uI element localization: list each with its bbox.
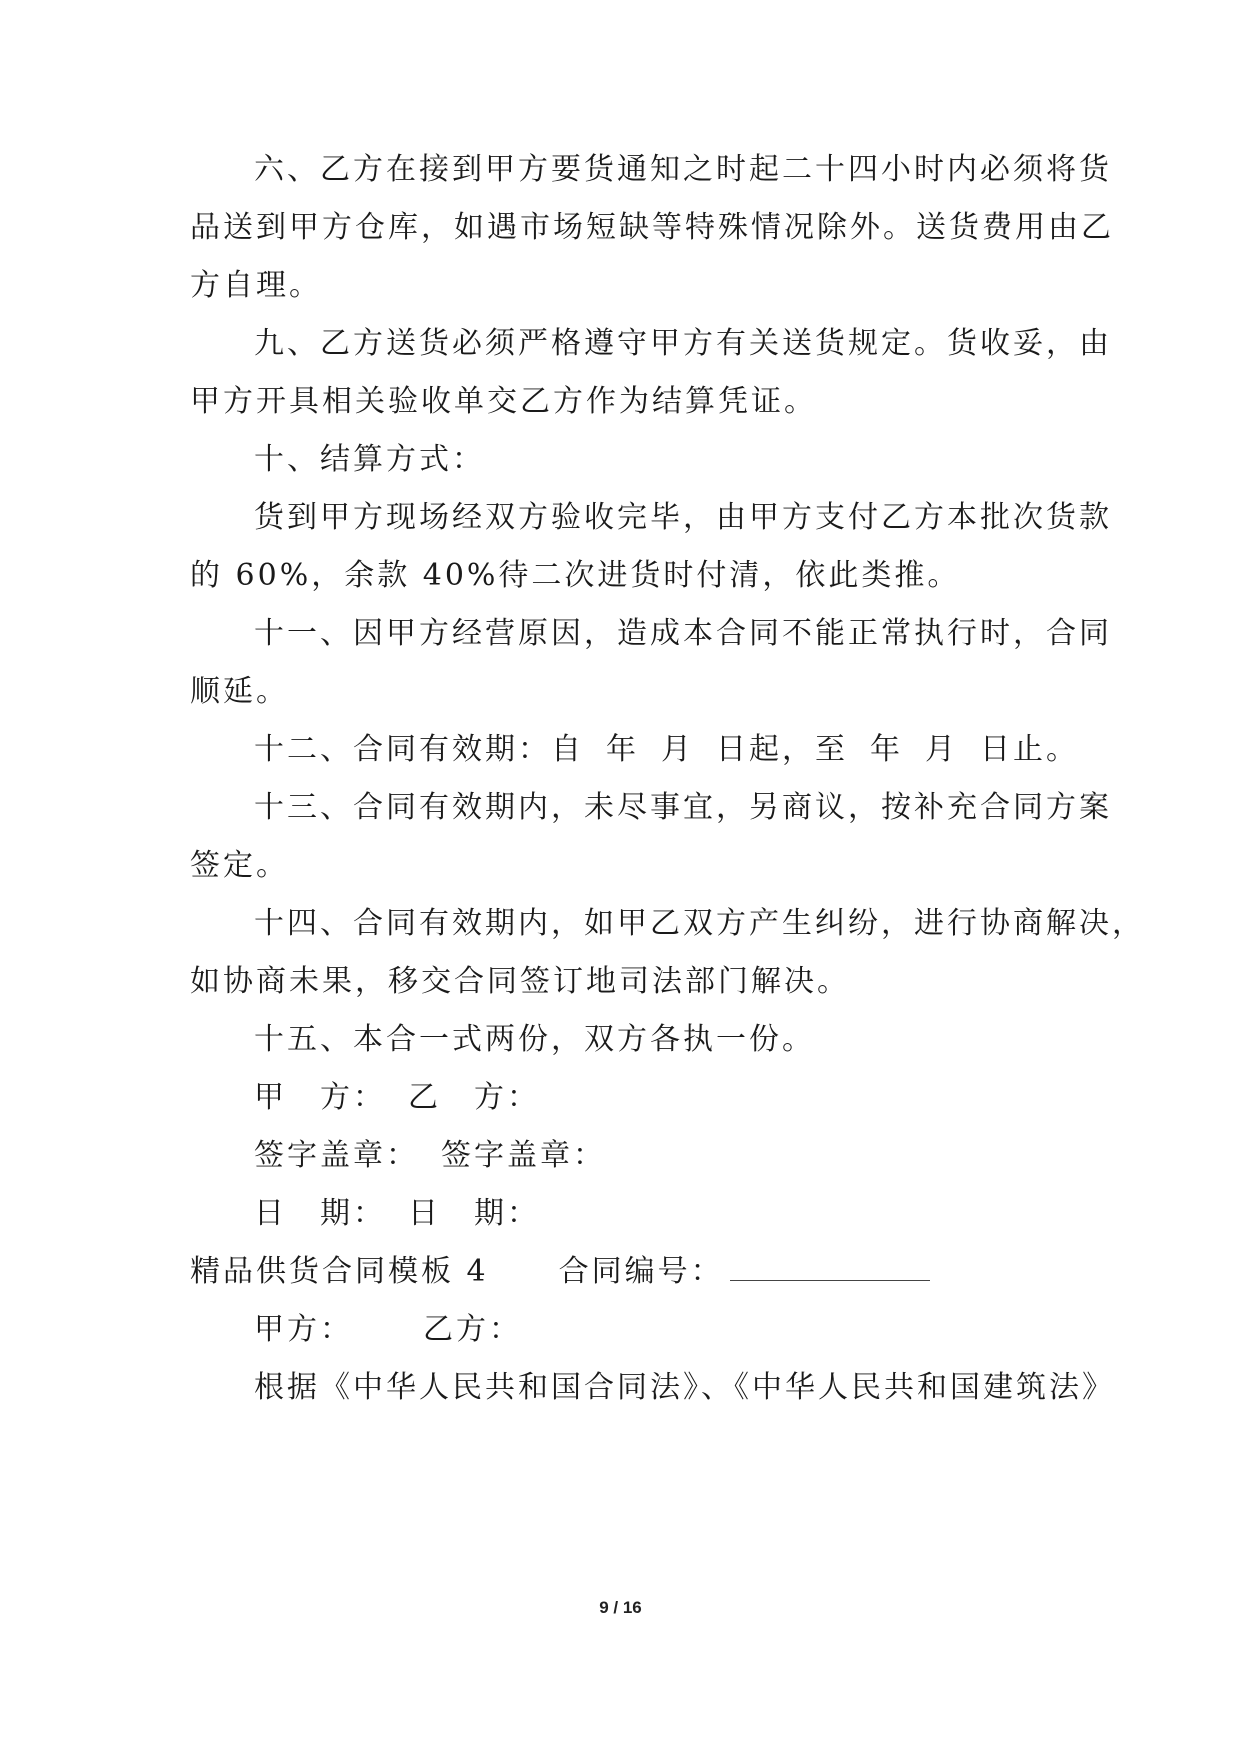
validity-month-1: 月	[661, 732, 694, 767]
template-4-parties	[254, 1310, 522, 1350]
clause-10-line-1: 货到甲方现场经双方验收完毕，由甲方支付乙方本批次货款	[254, 500, 1112, 535]
sign-a-label: 签字盖章：	[254, 1138, 419, 1173]
clause-6-line-1: 六、乙方在接到甲方要货通知之时起二十四小时内必须将货	[254, 152, 1112, 187]
template-4-basis: 根据《中华人民共和国合同法》、《中华人民共和国建筑法》	[254, 1370, 1115, 1405]
clause-6-line-2: 品送到甲方仓库，如遇市场短缺等特殊情况除外。送货费用由乙	[190, 210, 1114, 245]
validity-month-2: 月	[925, 732, 958, 767]
party-b-label: 乙 方：	[408, 1080, 540, 1115]
clause-14-line-2: 如协商未果，移交合同签订地司法部门解决。	[190, 964, 850, 999]
validity-year-1: 年	[606, 732, 639, 767]
clause-10-heading: 十、结算方式：	[254, 442, 485, 477]
clause-9-line-2: 甲方开具相关验收单交乙方作为结算凭证。	[190, 384, 817, 419]
template-4-title: 精品供货合同模板 4	[190, 1254, 489, 1289]
clause-10-line-2: 的 60%，余款 40%待二次进货时付清，依此类推。	[190, 558, 961, 593]
clause-13-line-1: 十三、合同有效期内，未尽事宜，另商议，按补充合同方案	[254, 790, 1112, 825]
page-number: 9 / 16	[599, 1598, 642, 1617]
template-4-party-b: 乙方：	[423, 1312, 522, 1347]
validity-prefix: 十二、合同有效期：自	[254, 732, 584, 767]
clause-13-line-2: 签定。	[190, 848, 289, 883]
party-a-label: 甲 方：	[254, 1080, 386, 1115]
validity-day-2: 日止。	[980, 732, 1079, 767]
clause-6-line-3: 方自理。	[190, 268, 322, 303]
contract-number-label: 合同编号：	[558, 1254, 724, 1289]
validity-year-2: 年	[870, 732, 903, 767]
template-4-header	[190, 1252, 930, 1292]
clause-11-line-2: 顺延。	[190, 674, 289, 709]
date-b-label: 日 期：	[408, 1196, 540, 1231]
clause-14-line-1: 十四、合同有效期内，如甲乙双方产生纠纷，进行协商解决，	[254, 906, 1145, 941]
sign-b-label: 签字盖章：	[441, 1138, 606, 1173]
signature-parties	[254, 1078, 540, 1118]
template-4-party-a: 甲方：	[254, 1312, 353, 1347]
clause-12-validity	[254, 730, 1079, 770]
signature-stamps	[254, 1136, 606, 1176]
clause-11-line-1: 十一、因甲方经营原因，造成本合同不能正常执行时，合同	[254, 616, 1112, 651]
clause-9-line-1: 九、乙方送货必须严格遵守甲方有关送货规定。货收妥，由	[254, 326, 1112, 361]
contract-number-blank	[730, 1258, 930, 1281]
signature-dates	[254, 1194, 540, 1234]
clause-15-line: 十五、本合一式两份，双方各执一份。	[254, 1022, 815, 1057]
validity-day-1: 日起，至	[716, 732, 848, 767]
date-a-label: 日 期：	[254, 1196, 386, 1231]
